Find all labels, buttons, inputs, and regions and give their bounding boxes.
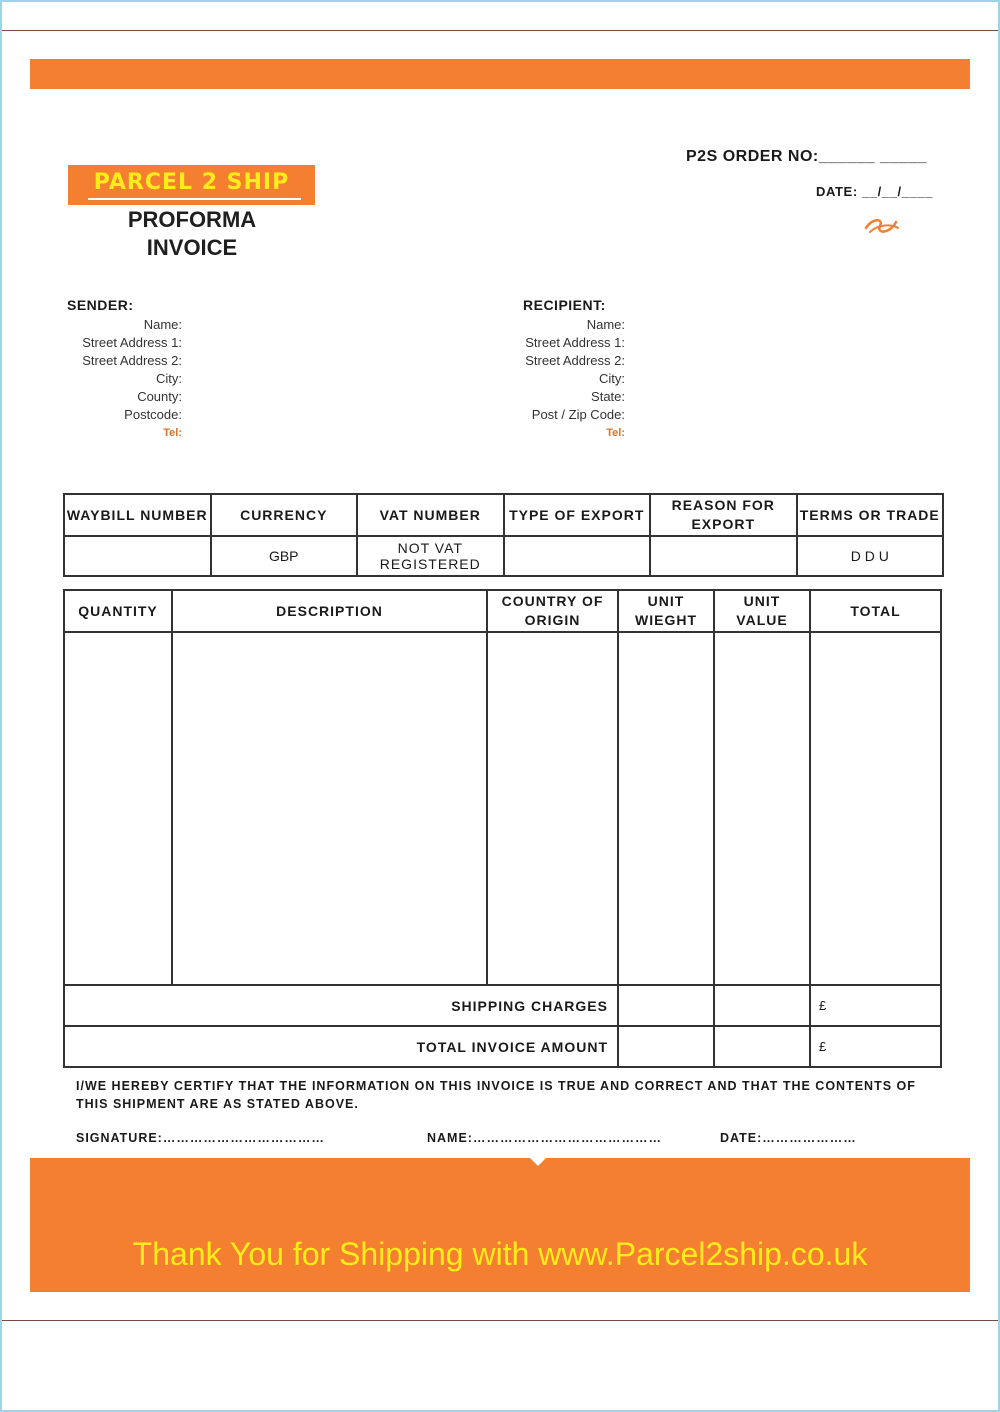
recipient-city-label: City: [599,371,625,386]
brand-logo [68,165,315,205]
total-invoice-row [64,1026,941,1067]
total-weight-cell[interactable] [618,1026,714,1067]
sender-tel-label: Tel: [163,427,182,439]
export-type-header: TYPE OF EXPORT [504,494,651,536]
vat-number-cell[interactable]: NOT VAT REGISTERED [357,536,504,576]
shipping-charges-row [64,985,941,1026]
export-type-cell[interactable] [504,536,651,576]
signature-field[interactable]: SIGNATURE:……………………………… [76,1131,325,1145]
recipient-fields [510,316,625,442]
recipient-state-label: State: [591,389,625,404]
logo-underline [88,198,301,200]
sender-fields [67,316,182,442]
top-accent-bar [30,59,970,89]
description-header: DESCRIPTION [172,590,487,632]
top-rule [2,30,998,31]
origin-cell[interactable] [487,632,618,985]
items-body-row [64,632,941,985]
unit-value-header: UNIT VALUE [714,590,810,632]
sender-city-label: City: [156,371,182,386]
vat-number-header: VAT NUMBER [357,494,504,536]
currency-cell[interactable]: GBP [211,536,358,576]
sender-street1-label: Street Address 1: [82,335,182,350]
certification-statement: I/WE HEREBY CERTIFY THAT THE INFORMATION ON THIS INVOICE IS TRUE AND CORRECT AND THAT THE CONTENTS OF THIS SHIPMENT ARE AS STATED ABOVE. [76,1079,916,1111]
document-title [92,206,292,262]
description-cell[interactable] [172,632,487,985]
title-line-2: INVOICE [146,235,238,260]
recipient-street2-label: Street Address 2: [525,353,625,368]
items-table [63,589,942,1068]
invoice-date-field[interactable]: DATE: __/__/____ [816,184,934,199]
shipping-charges-label: SHIPPING CHARGES [64,985,618,1026]
recipient-street1-label: Street Address 1: [525,335,625,350]
sender-postcode-label: Postcode: [124,407,182,422]
footer-notch [530,1158,546,1166]
unit-weight-cell[interactable] [618,632,714,985]
total-header: TOTAL [810,590,941,632]
trade-terms-cell[interactable]: D D U [797,536,944,576]
unit-value-cell[interactable] [714,632,810,985]
sender-name-label: Name: [143,317,182,332]
footer-thanks: Thank You for Shipping with www.Parcel2ship.co.uk [132,1236,868,1272]
total-invoice-amount[interactable]: £ [810,1026,941,1067]
total-value-cell[interactable] [714,1026,810,1067]
shipping-charges-amount[interactable]: £ [810,985,941,1026]
order-number-field[interactable]: P2S ORDER NO:______ _____ [686,148,928,165]
total-cell[interactable] [810,632,941,985]
sender-street2-label: Street Address 2: [82,353,182,368]
swirl-ornament-icon [862,214,902,236]
recipient-heading: RECIPIENT: [523,297,606,313]
shipping-value-cell[interactable] [714,985,810,1026]
export-reason-header: REASON FOR EXPORT [650,494,797,536]
shipment-details-table [63,493,944,577]
sender-block [67,297,182,442]
recipient-postcode-label: Post / Zip Code: [531,407,625,422]
title-line-1: PROFORMA [127,207,257,232]
quantity-header: QUANTITY [64,590,172,632]
export-reason-cell[interactable] [650,536,797,576]
unit-weight-header: UNIT WIEGHT [618,590,714,632]
waybill-header: WAYBILL NUMBER [64,494,211,536]
currency-header: CURRENCY [211,494,358,536]
items-header-row [64,590,941,632]
total-invoice-label: TOTAL INVOICE AMOUNT [64,1026,618,1067]
trade-terms-header: TERMS OR TRADE [797,494,944,536]
footer-banner [30,1158,970,1292]
brand-name: PARCEL 2 SHIP [93,170,290,195]
origin-header: COUNTRY OF ORIGIN [487,590,618,632]
sender-heading: SENDER: [67,297,134,313]
waybill-cell[interactable] [64,536,211,576]
shipment-header-row [64,494,943,536]
bottom-rule [2,1320,998,1321]
quantity-cell[interactable] [64,632,172,985]
recipient-block [510,297,625,442]
recipient-name-label: Name: [586,317,625,332]
sender-county-label: County: [137,389,182,404]
shipment-value-row [64,536,943,576]
signature-date-field[interactable]: DATE:………………… [720,1131,857,1145]
shipping-weight-cell[interactable] [618,985,714,1026]
recipient-tel-label: Tel: [606,427,625,439]
signer-name-field[interactable]: NAME:…………………………………… [427,1131,662,1145]
